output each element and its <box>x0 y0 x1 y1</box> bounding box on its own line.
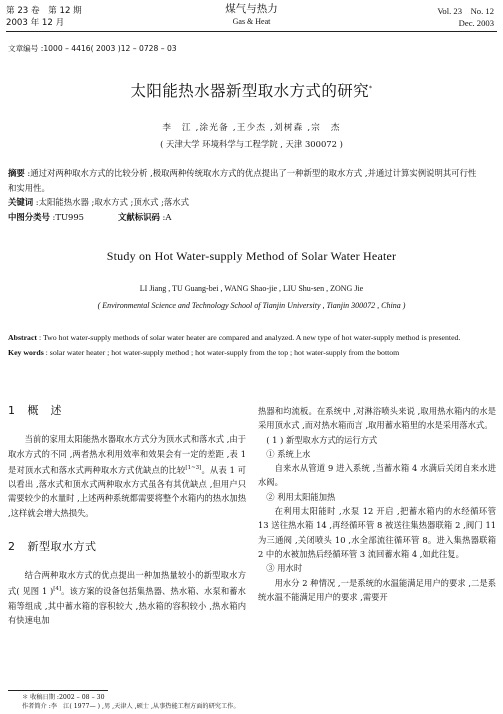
footnote <box>22 694 492 712</box>
item-3-text: 用水分 2 种情况 ,一是系统的水温能满足用户的要求 ,二是系统水温不能满足用户的要求 ,需要开 <box>258 577 496 602</box>
authors-cn: 李 江 ,涂光备 ,王少杰 ,刘树森 ,宗 杰 <box>162 123 341 133</box>
item-1-text: 自来水从管道 9 进入系统 ,当蓄水箱 4 水满后关闭自来水进水阀。 <box>258 463 496 488</box>
item-2-text: 在利用太阳能时 ,水泵 12 开启 ,把蓄水箱内的水经循环管 13 送往热水箱 14 ,再经循环管 8 被送往集热器联箱 2 ,阀门 11 为三通阀 ,关闭喷头 10 ,水全部流往循环管 8。进入集热器联箱 2 中的水被加热后经循环管 3 流回蓄水箱 4 ,如此往复。 <box>258 506 496 559</box>
abstract-cn-paragraph <box>8 166 483 195</box>
body-right-column <box>258 404 496 604</box>
section-1-text-b: 。从表 1 可以看出 ,落水式和顶水式两种取水方式虽各有其优缺点 ,但用户只需要较少的水量时 ,上述两种系统都需要将整个水箱内的热水加热 ,这样就会增大热损失。 <box>8 464 246 518</box>
right-col-continuation: 热器和均流板。在系统中 ,对淋浴喷头来说 ,取用热水箱内的水是采用顶水式 ,而对热水箱而言 ,取用蓄水箱里的水是采用落水式。 <box>258 406 496 431</box>
abstract-en-text: : Two hot water-supply methods of solar water heater are compared and analyzed. A new type of hot water-supply method is presented. <box>37 333 461 342</box>
footnote-received: ＊ 收稿日期 :2002 – 08 – 30 <box>22 694 105 701</box>
article-number: 文章编号 :1000 – 4416( 2003 )12 – 0728 – 03 <box>8 44 177 53</box>
authors-en: LI Jiang , TU Guang-bei , WANG Shao-jie , LIU Shu-sen , ZONG Jie <box>139 284 364 293</box>
title-cn <box>0 79 503 101</box>
item-2-heading: ② 利用太阳能加热 <box>266 491 336 502</box>
section-1-heading <box>8 404 246 418</box>
volume-issue-en: Vol. 23 No. 12 <box>437 6 494 16</box>
doc-code-value: :A <box>159 211 172 222</box>
header-rule <box>6 31 497 32</box>
keywords-cn <box>8 195 483 210</box>
title-footnote-mark: * <box>369 84 373 92</box>
item-1-heading: ① 系统上水 <box>266 448 311 459</box>
section-2-text-a: 结合两种取水方式的优点提出一种加热量较小的新型取水方式( 见图 1 ) <box>8 570 246 597</box>
affiliation-en: ( Environmental Science and Technology School of Tianjin University , Tianjin 300072 , China ) <box>97 301 406 310</box>
section-1-ref: [1~3] <box>185 464 202 471</box>
abstract-cn-label: 摘要 <box>8 168 25 178</box>
section-1-title: 概 述 <box>27 404 62 417</box>
footnote-author-bio: 作者简介 :李 江( 1977— ) ,男 ,天津人 ,硕士 ,从事热能工程方面的研究工作。 <box>22 702 240 710</box>
section-1-text-a: 当前的家用太阳能热水器取水方式分为顶水式和落水式 ,由于取水方式的不同 ,两者热水利用效率和效果会有一定的差距 ,表 1 是对顶水式和落水式两种取水方式优缺点的比较 <box>8 434 246 475</box>
subsection-1-heading: ( 1 ) 新型取水方式的运行方式 <box>266 434 378 445</box>
title-en: Study on Hot Water-supply Method of Solar Water Heater <box>106 249 397 263</box>
affiliation-cn: ( 天津大学 环境科学与工程学院 , 天津 300072 ) <box>160 139 343 149</box>
body-left-column <box>8 404 246 627</box>
keywords-cn-label: 关键词 <box>8 197 34 207</box>
header-right <box>384 5 494 29</box>
item-3-heading: ③ 用水时 <box>266 563 303 574</box>
date-cn: 2003 年 12 月 <box>6 18 65 28</box>
section-2-paragraph <box>8 568 246 627</box>
abstract-en <box>8 331 495 360</box>
section-2-title: 新型取水方式 <box>27 539 97 553</box>
keywords-en <box>8 346 495 361</box>
abstract-en-label: Abstract <box>8 333 38 342</box>
header-center <box>180 3 323 28</box>
doc-code-label: 文献标识码 <box>118 211 160 222</box>
abstract-cn <box>8 166 483 224</box>
section-2-heading <box>8 540 246 554</box>
clc-value: :TU995 <box>49 211 84 222</box>
section-2-text-b: 。该方案的设备包括集热器、热水箱、水泵和蓄水箱等组成 ,其中蓄水箱的容积较大 ,热水箱的容积较小 ,热水箱内有快速电加 <box>8 586 246 625</box>
date-en: Dec. 2003 <box>458 18 494 28</box>
abstract-en-paragraph <box>8 331 495 346</box>
section-2-number: 2 <box>8 539 16 553</box>
keywords-cn-text: :太阳能热水器 ;取水方式 ;顶水式 ;落水式 <box>33 197 190 207</box>
section-1-number: 1 <box>8 404 16 417</box>
classification-line <box>8 210 483 225</box>
title-cn-text: 太阳能热水器新型取水方式的研究 <box>130 82 370 100</box>
volume-issue-cn: 第 23 卷 第 12 期 <box>6 6 82 16</box>
section-1-paragraph <box>8 432 246 520</box>
keywords-en-text: : solar water heater ; hot water-supply method ; hot water-supply from the top ; hot water-supply from the bottom <box>43 347 400 357</box>
abstract-cn-text: :通过对两种取水方式的比较分析 ,极取两种传统取水方式的优点提出了一种新型的取水方式 ,并通过计算实例说明其可行性和实用性。 <box>8 168 477 193</box>
section-2-ref: [4] <box>53 586 62 593</box>
header-left <box>6 5 116 29</box>
clc-label: 中图分类号 <box>8 211 50 222</box>
keywords-en-label: Key words <box>8 347 44 357</box>
footnote-rule <box>8 690 108 691</box>
journal-name-en: Gas & Heat <box>232 17 271 26</box>
journal-name-cn: 煤气与热力 <box>225 3 278 15</box>
